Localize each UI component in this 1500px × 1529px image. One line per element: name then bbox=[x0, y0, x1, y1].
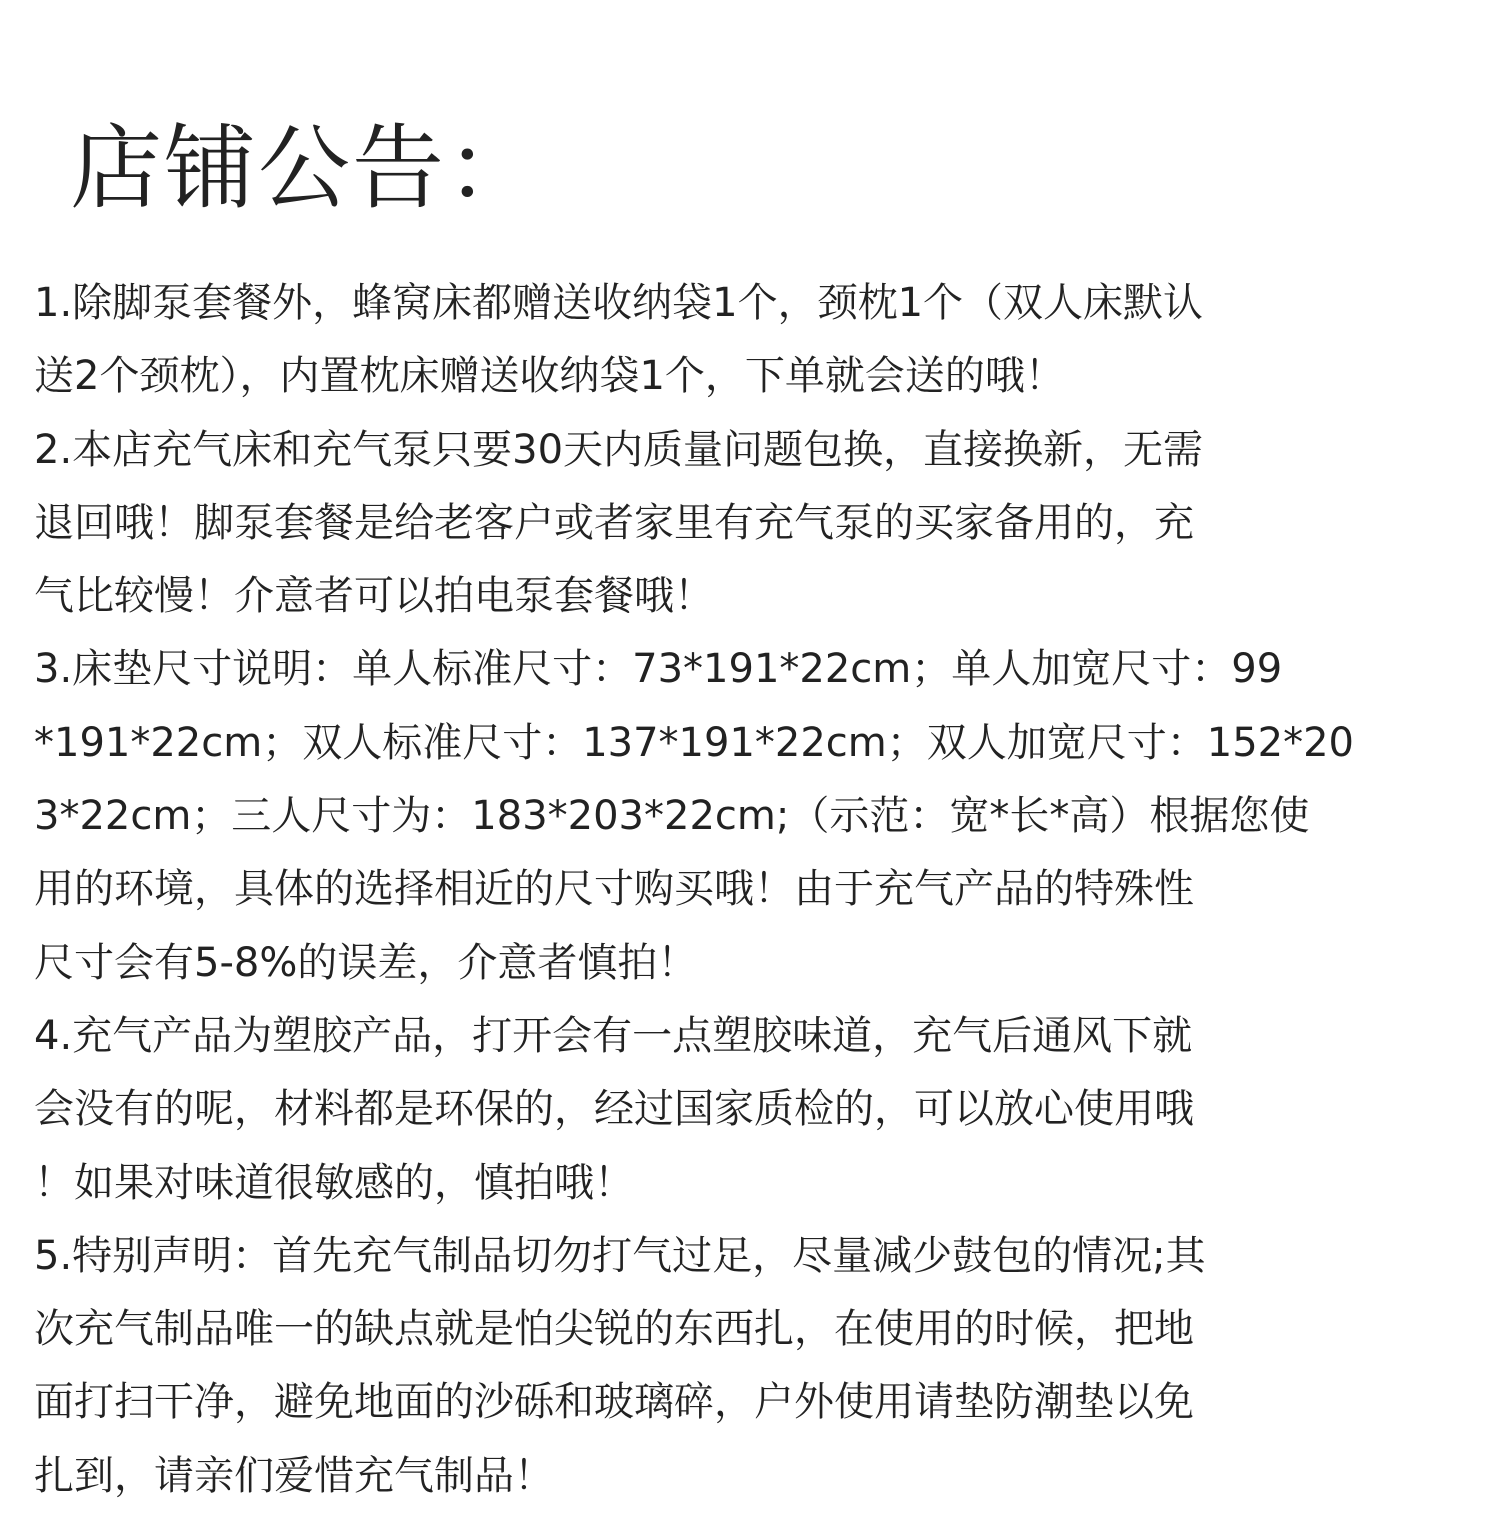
notice-line: *191*22cm；双人标准尺寸：137*191*22cm；双人加宽尺寸：152*20 bbox=[34, 719, 1354, 766]
notice-title: 店铺公告： bbox=[70, 115, 541, 222]
notice-line: 用的环境，具体的选择相近的尺寸购买哦！由于充气产品的特殊性 bbox=[34, 866, 1194, 913]
notice-line: 3.床垫尺寸说明：单人标准尺寸：73*191*22cm；单人加宽尺寸：99 bbox=[34, 646, 1283, 693]
notice-line: 1.除脚泵套餐外，蜂窝床都赠送收纳袋1个，颈枕1个（双人床默认 bbox=[34, 280, 1204, 326]
notice-line: 次充气制品唯一的缺点就是怕尖锐的东西扎，在使用的时候，把地 bbox=[34, 1306, 1194, 1353]
notice-line: 送2个颈枕），内置枕床赠送收纳袋1个，下单就会送的哦！ bbox=[34, 353, 1065, 400]
notice-line: 会没有的呢，材料都是环保的，经过国家质检的，可以放心使用哦 bbox=[34, 1086, 1194, 1133]
notice-line: 尺寸会有5-8%的误差，介意者慎拍！ bbox=[34, 939, 698, 986]
notice-line: 气比较慢！介意者可以拍电泵套餐哦！ bbox=[34, 573, 714, 620]
notice-line: ！如果对味道很敏感的，慎拍哦！ bbox=[34, 1159, 634, 1206]
notice-line: 5.特别声明：首先充气制品切勿打气过足，尽量减少鼓包的情况;其 bbox=[34, 1232, 1206, 1279]
notice-body bbox=[34, 267, 1474, 1513]
notice-line: 2.本店充气床和充气泵只要30天内质量问题包换，直接换新，无需 bbox=[34, 426, 1204, 473]
notice-line: 扎到，请亲们爱惜充气制品！ bbox=[34, 1452, 554, 1499]
notice-line: 退回哦！脚泵套餐是给老客户或者家里有充气泵的买家备用的，充 bbox=[34, 499, 1194, 546]
notice-line: 3*22cm；三人尺寸为：183*203*22cm;（示范：宽*长*高）根据您使 bbox=[34, 793, 1310, 840]
notice-line: 4.充气产品为塑胶产品，打开会有一点塑胶味道，充气后通风下就 bbox=[34, 1012, 1193, 1059]
notice-line: 面打扫干净，避免地面的沙砾和玻璃碎，户外使用请垫防潮垫以免 bbox=[34, 1379, 1194, 1426]
